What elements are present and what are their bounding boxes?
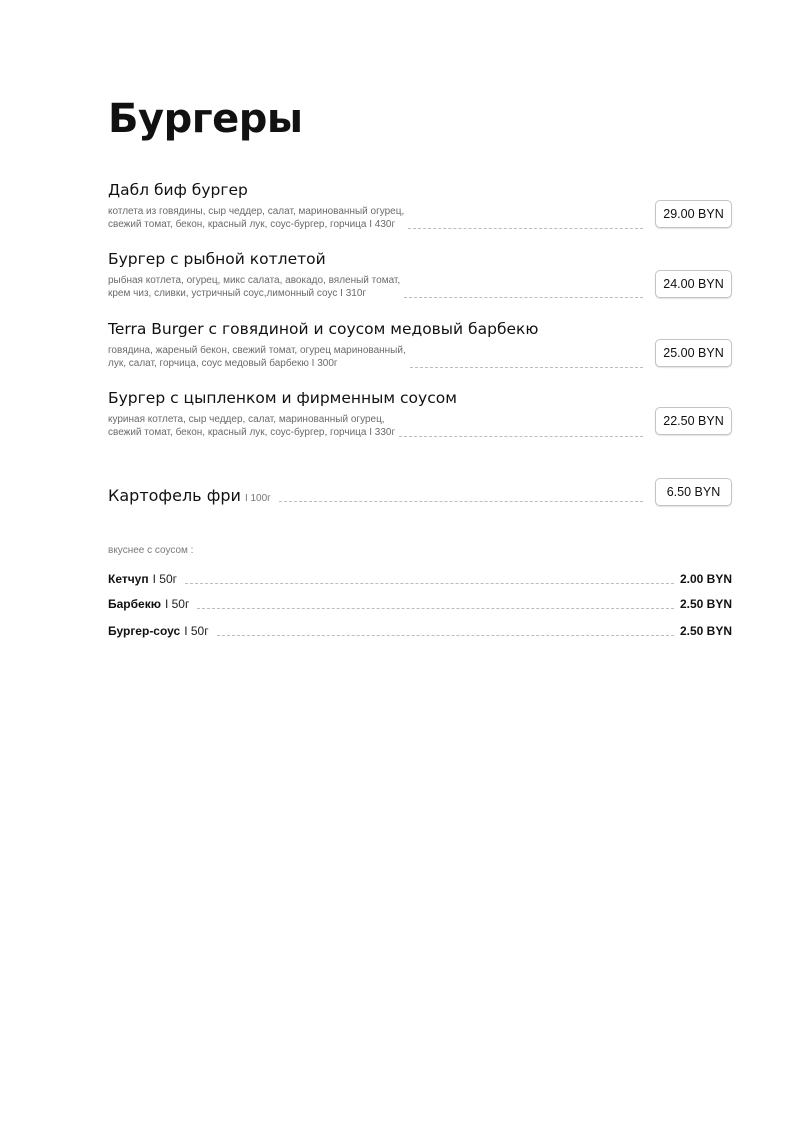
dotted-leader [404,297,643,298]
dotted-leader [408,228,643,229]
price-box: 6.50 BYN [655,478,732,506]
price-box: 24.00 BYN [655,270,732,298]
sauce-price: 2.00 BYN [679,572,732,586]
dotted-leader [410,367,643,368]
dotted-leader [399,436,643,437]
item-description [108,274,643,300]
menu-item-double-beef [108,180,732,231]
dotted-leader [185,583,674,584]
item-name: Terra Burger с говядиной и соусом медовый барбекю [108,320,539,338]
description-line: рыбная котлета, огурец, микс салата, авокадо, вяленый томат, [108,275,401,286]
page-title: Бургеры [108,96,303,142]
item-name: Бургер с рыбной котлетой [108,250,326,268]
item-description [108,413,643,439]
sauce-row-ketchup [108,572,732,587]
description-line: крем чиз, сливки, устричный соус,лимонный соус I 310г [108,288,367,299]
sauce-weight: I 50г [152,572,178,586]
sauce-row-burger-sauce [108,624,732,639]
sauce-price: 2.50 BYN [679,597,732,611]
menu-item-fish-burger [108,249,732,300]
item-name: Картофель фри [108,486,241,505]
menu-item-fries [108,486,732,506]
item-description [108,205,643,231]
menu-item-chicken-burger [108,388,732,439]
item-name: Бургер с цыпленком и фирменным соусом [108,389,457,407]
description-line: свежий томат, бекон, красный лук, соус-бургер, горчица I 430г [108,219,396,230]
dotted-leader [197,608,674,609]
sauce-weight: I 50г [184,624,209,638]
menu-item-terra-burger [108,319,732,370]
price-box: 22.50 BYN [655,407,732,435]
sauce-price: 2.50 BYN [679,624,732,638]
price-box: 29.00 BYN [655,200,732,228]
dotted-leader [279,501,643,502]
sauce-name: Бургер-соус [108,624,181,638]
item-weight: I 100г [244,493,271,504]
sauce-name: Кетчуп [108,572,149,586]
item-name: Дабл биф бургер [108,181,248,199]
item-description [108,344,643,370]
price-box: 25.00 BYN [655,339,732,367]
description-line: свежий томат, бекон, красный лук, соус-бургер, горчица I 330г [108,427,396,438]
description-line: куриная котлета, сыр чеддер, салат, маринованный огурец, [108,414,385,425]
description-line: котлета из говядины, сыр чеддер, салат, маринованный огурец, [108,206,405,217]
sauce-note: вкуснее с соусом : [108,545,194,556]
sauce-name: Барбекю [108,597,161,611]
sauce-row-bbq [108,597,732,612]
description-line: лук, салат, горчица, соус медовый барбекю I 300г [108,358,338,369]
dotted-leader [217,635,674,636]
description-line: говядина, жареный бекон, свежий томат, огурец маринованный, [108,345,406,356]
sauce-weight: I 50г [164,597,190,611]
